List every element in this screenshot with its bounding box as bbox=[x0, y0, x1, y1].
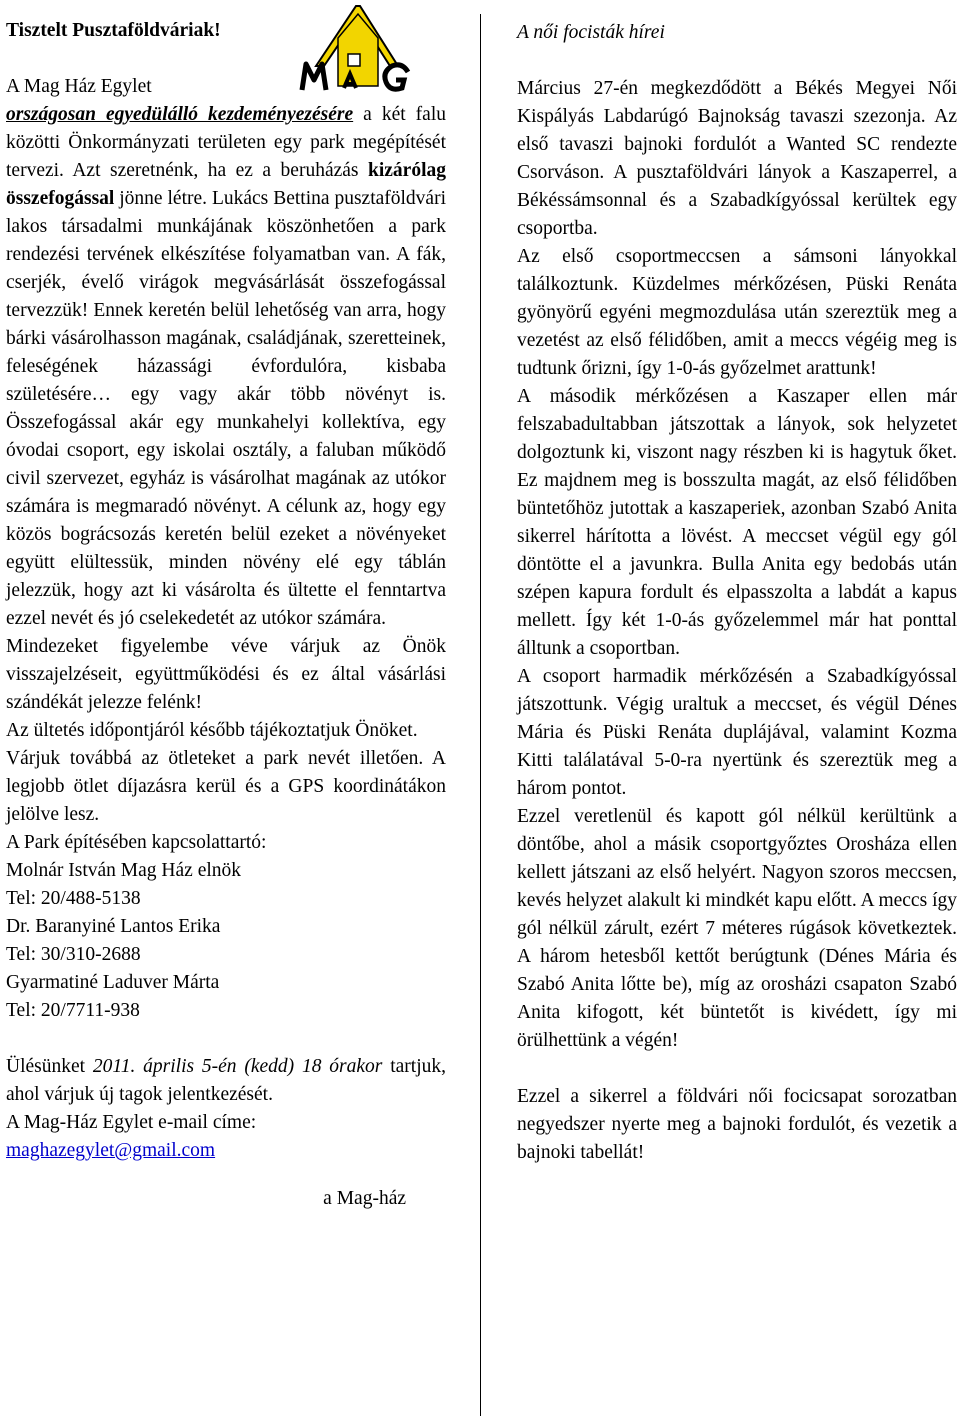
article-paragraph: Az első csoportmeccsen a sámsoni lányokkal találkoztunk. Küzdelmes mérkőzésen, Püski Renáta gyönyörű egyéni megmozdulása után szereztük meg a vezetést az első félidőben, amit a meccs végéig meg is tudtunk őrizni, így 1-0-ás győzelmet arattunk! bbox=[517, 246, 957, 379]
article-title: A női focisták hírei bbox=[517, 22, 665, 43]
article-paragraph: Március 27-én megkezdődött a Békés Megyei Női Kispályás Labdarúgó Bajnokság tavaszi szezonja. Az első tavaszi bajnoki fordulót a Wanted SC rendezte Csorváson. A pusztaföldvári lányok a Kaszaperrel, a Békéssámsonnal és a Szabadkígyóssal kerültek egy csoportba. bbox=[517, 78, 957, 239]
emphasis-italic: országosan egyedülálló kezdeményezésére bbox=[6, 104, 354, 125]
contact-phone: Tel: 20/488-5138 bbox=[6, 888, 141, 909]
contact-name: Gyarmatiné Laduver Márta bbox=[6, 972, 220, 993]
email-label: A Mag-Ház Egylet e-mail címe: bbox=[6, 1112, 257, 1133]
feedback-paragraph: Mindezeket figyelembe véve várjuk az Önök visszajelzéseit, együttműködési és ez által vásárlási szándékát jelezze felénk! bbox=[6, 636, 446, 713]
planting-paragraph: Az ültetés időpontjáról később tájékoztatjuk Önöket. bbox=[6, 720, 418, 741]
emphasis-bold: kizárólag összefogással bbox=[6, 160, 446, 209]
article-paragraph: A csoport harmadik mérkőzésén a Szabadkígyóssal játszottunk. Végig uraltuk a meccset, és végül Dénes Mária és Püski Renáta duplájával, valamint Kozma Kitti találatával 5-0-ra nyertünk és szereztük meg a három pontot. bbox=[517, 666, 957, 799]
right-column bbox=[517, 0, 957, 1167]
contact-name: Molnár István Mag Ház elnök bbox=[6, 860, 242, 881]
contact-phone: Tel: 30/310-2688 bbox=[6, 944, 141, 965]
greeting: Tisztelt Pusztaföldváriak! bbox=[6, 20, 221, 41]
contact-phone: Tel: 20/7711-938 bbox=[6, 1000, 140, 1021]
park-name-paragraph: Várjuk továbbá az ötleteket a park nevét illetően. A legjobb ötlet díjazásra kerül és a GPS koordinátákon jelölve lesz. bbox=[6, 748, 446, 825]
email-link[interactable]: maghazegylet@gmail.com bbox=[6, 1140, 216, 1161]
contact-heading: A Park építésében kapcsolattartó: bbox=[6, 832, 267, 853]
signature: a Mag-ház bbox=[323, 1188, 406, 1209]
left-column bbox=[6, 0, 446, 1213]
intro-paragraph: A Mag Ház Egylet országosan egyedülálló kezdeményezésére a két falu közötti Önkormányzati területen egy park megépítését tervezi. Azt szeretnénk, ha ez a beruházás kizárólag összefogással jönne létre. Lukács Bettina pusztaföldvári lakos társadalmi munkájának köszönhetően a park rendezési tervének elkészítése folyamatban van. A fák, cserjék, évelő virágok megvásárlását összefogással tervezzük! Ennek keretén belül lehetőség van arra, hogy bárki vásárolhasson magának, családjának, szeretteinek, feleségének házassági évfordulóra, kisbaba születésére… egy vagy akár több növényt is. Összefogással akár egy munkahelyi kollektíva, egy óvodai csoport, egy iskolai osztály, a faluban működő civil szervezet, egyház is vásárolhat magának az utókor számára is megmaradó növényt. A célunk az, hogy egy közös bográcsozás keretén belül ezeket a növényeket együtt elültessük, minden növény elé egy táblán jelezzük, hogy azt ki vásárolta és ültette el fenntartva ezzel nevét és jó cselekedetét az utókor számára. bbox=[6, 76, 446, 629]
article-paragraph: Ezzel a sikerrel a földvári női focicsapat sorozatban negyedszer nyerte meg a bajnoki fordulót, és vezetik a bajnoki tabellát! bbox=[517, 1086, 957, 1163]
article-paragraph: Ezzel veretlenül és kapott gól nélkül kerültünk a döntőbe, ahol a másik csoportgyőztes Orosháza ellen kellett játszani az első helyért. Nagyon szoros meccsen, kevés helyzet alakult ki mindkét kapu előtt. A meccs így gól nélkül zárult, ezért 7 méteres rúgások következtek. A három hetesből kettőt berúgtunk (Dénes Mária és Szabó Anita lőtte be), míg az orosházi csapaton Szabó Anita kifogott, két büntetőt is kivédett, így mi örülhettünk a végén! bbox=[517, 806, 957, 1051]
contact-name: Dr. Baranyiné Lantos Erika bbox=[6, 916, 221, 937]
column-divider bbox=[480, 14, 481, 1416]
article-paragraph: A második mérkőzésen a Kaszaper ellen már felszabadultabban játszottak a lányok, sok helyzetet dolgoztunk ki, viszont nagy részben ki is hagytuk őket. Ez majdnem meg is bosszulta magát, az első félidőben büntetőhöz jutottak a kaszaperiek, azonban Szabó Anita sikerrel hárította a lövést. A meccset végül egy gól döntötte el a javunkra. Bulla Anita egy bedobás után szépen kapura fordult és elpasszolta a labdát a kapus mellett. Így két 1-0-ás győzelemmel már hat ponttal álltunk a csoportban. bbox=[517, 386, 957, 659]
meeting-paragraph: Ülésünket 2011. április 5-én (kedd) 18 órakor tartjuk, ahol várjuk új tagok jelentkezését. bbox=[6, 1056, 446, 1105]
